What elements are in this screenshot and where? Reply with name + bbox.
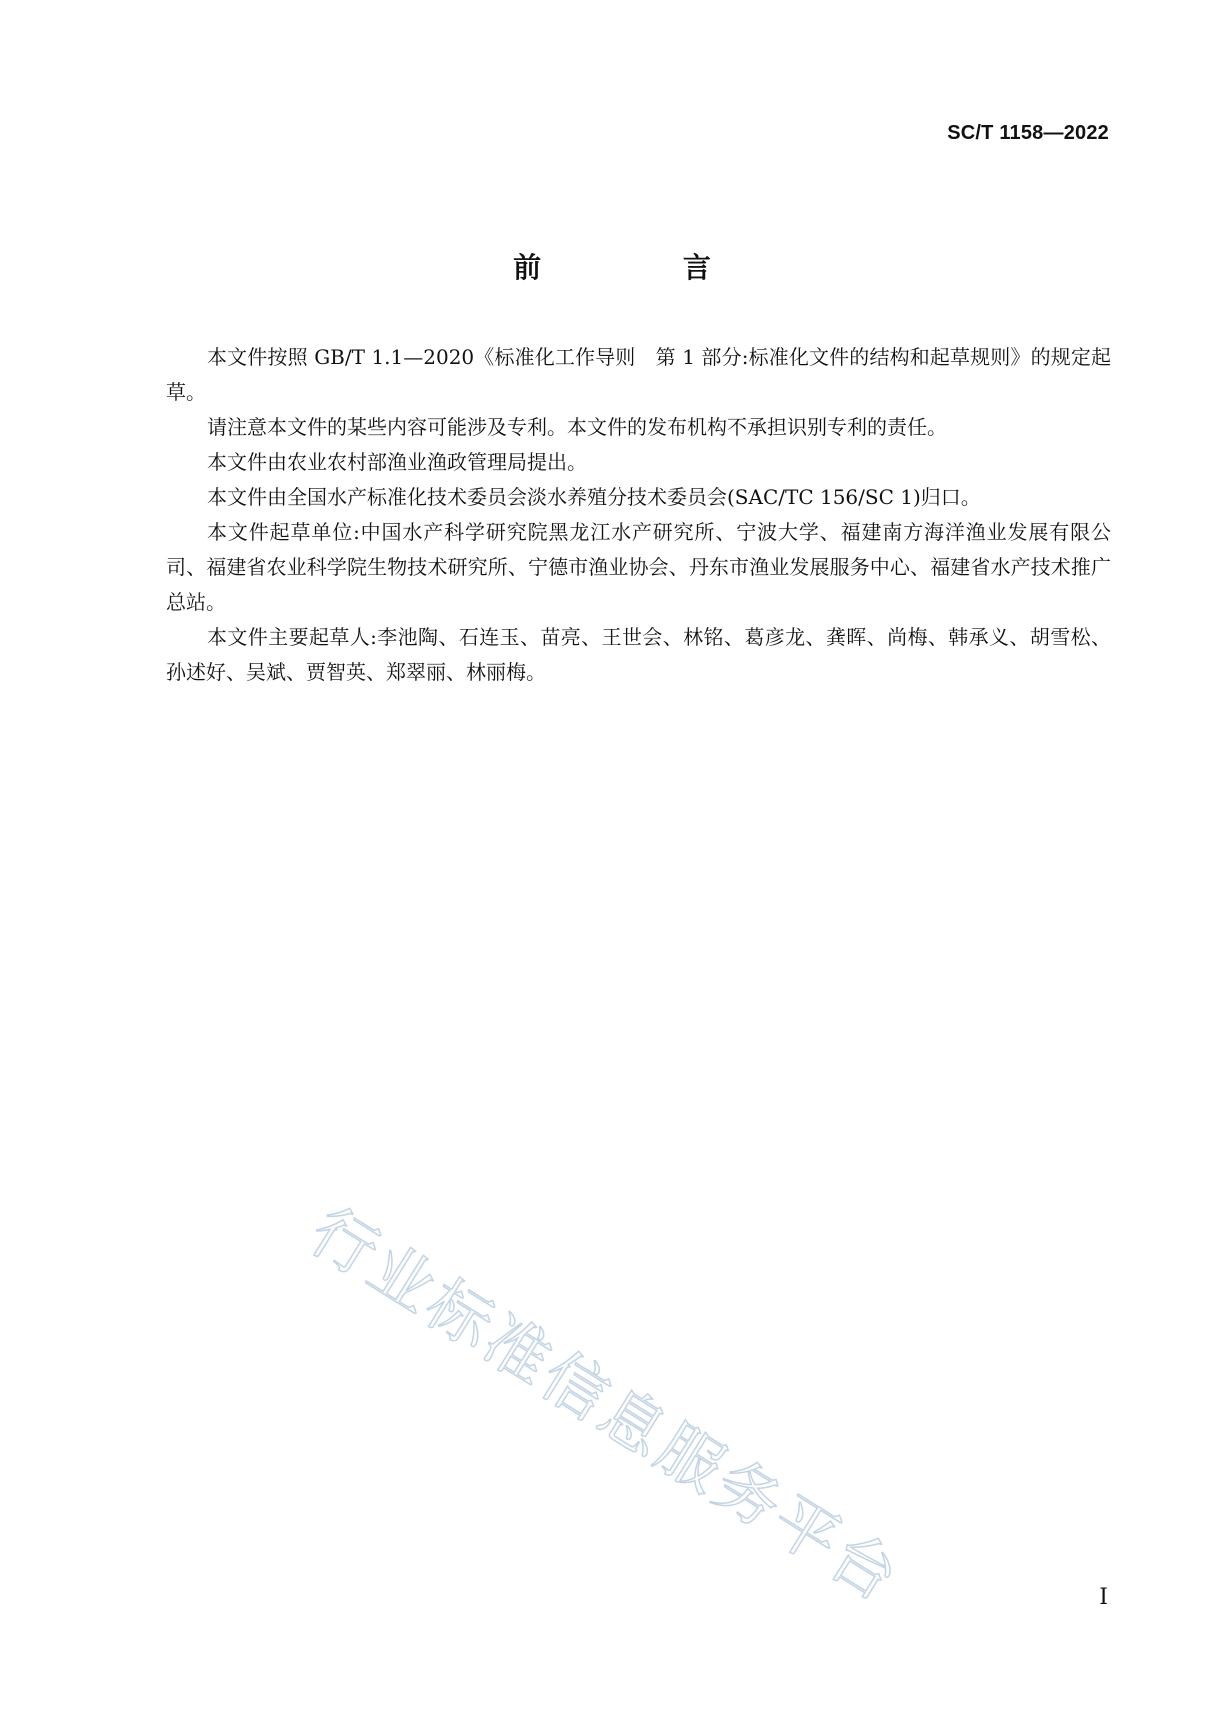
paragraph-centralized-by: 本文件由全国水产标准化技术委员会淡水养殖分技术委员会(SAC/TC 156/SC 1)归口。 [207,485,981,509]
page-number: I [1099,1585,1108,1610]
paragraph-patent-notice: 请注意本文件的某些内容可能涉及专利。本文件的发布机构不承担识别专利的责任。 [207,415,947,439]
paragraph-proposer: 本文件由农业农村部渔业渔政管理局提出。 [207,450,587,474]
paragraph-drafters: 本文件主要起草人:李池陶、石连玉、苗亮、王世会、林铭、葛彦龙、龚晖、尚梅、韩承义、胡雪松、孙述好、吴斌、贾智英、郑翠丽、林丽梅。 [166,625,1111,684]
paragraph-drafting-rules: 本文件按照 GB/T 1.1—2020《标准化工作导则 第 1 部分:标准化文件的结构和起草规则》的规定起草。 [166,345,1111,404]
page-title: 前 言 [513,251,777,284]
paragraph-drafting-units: 本文件起草单位:中国水产科学研究院黑龙江水产研究所、宁波大学、福建南方海洋渔业发展有限公司、福建省农业科学院生物技术研究所、宁德市渔业协会、丹东市渔业发展服务中心、福建省水产技术推广总站。 [166,520,1111,614]
document-code: SC/T 1158—2022 [947,122,1109,144]
watermark: 行业标准信息服务平台 [297,1194,914,1618]
foreword-body [166,340,1111,690]
